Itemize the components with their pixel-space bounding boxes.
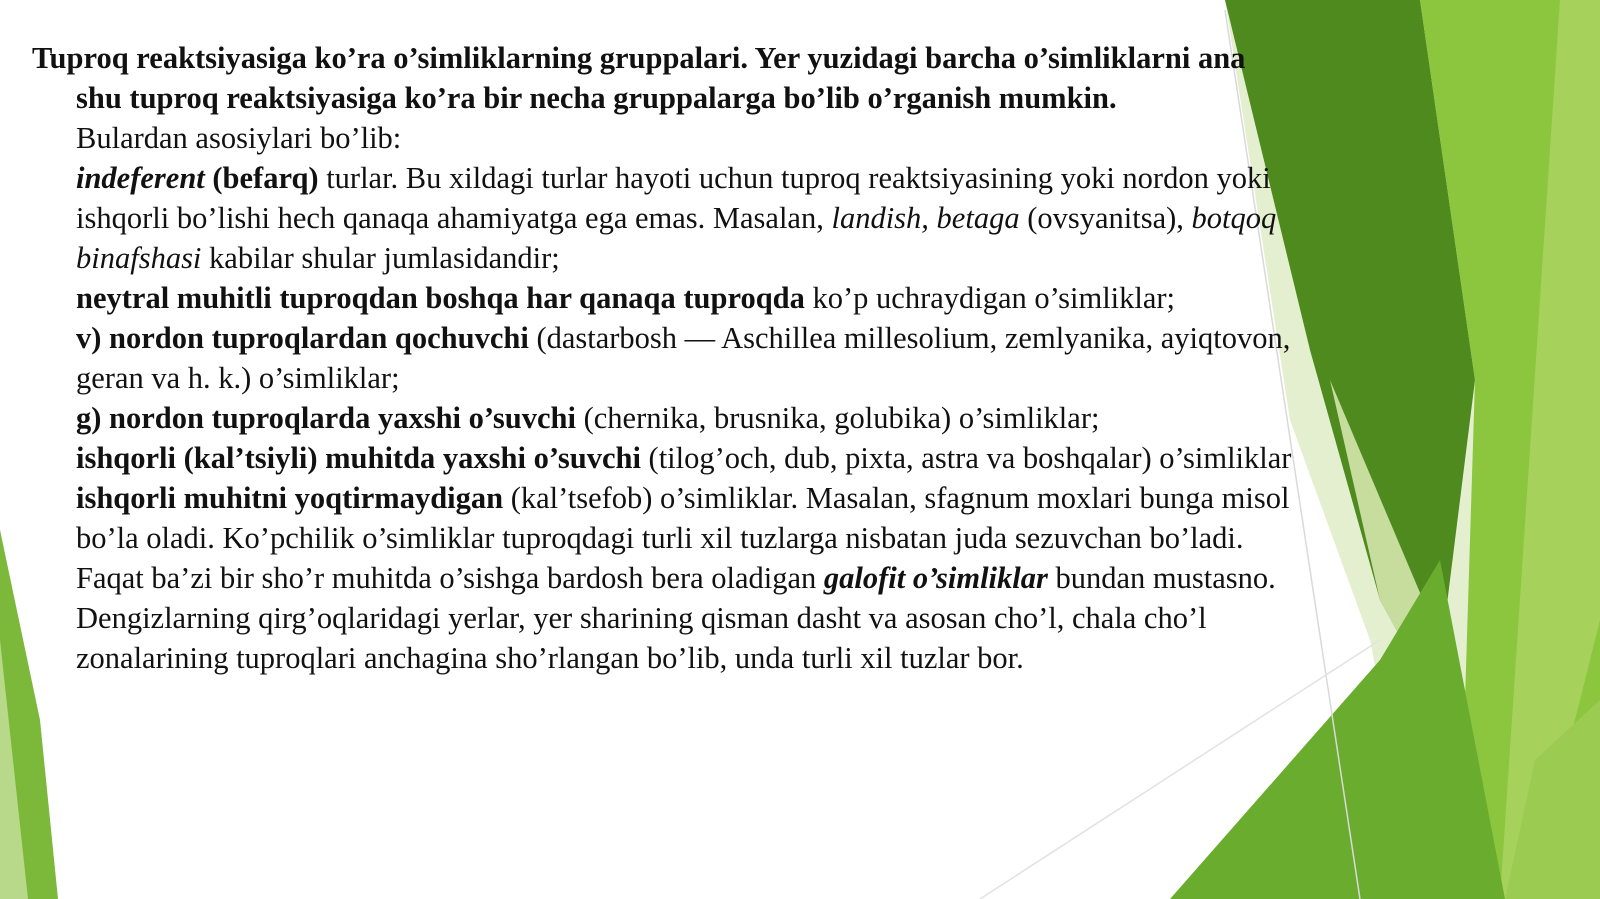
intro-heading-text: Tuproq reaktsiyasiga ko’ra o’simliklarning gruppalari. Yer yuzidagi barcha o’simliklarni ana shu tuproq reaktsiyasiga ko’ra bir necha gruppalarga bo’lib o’rganish mumkin. bbox=[32, 41, 1246, 115]
acid-avoid-term: v) nordon tuproqlardan qochuvchi bbox=[76, 321, 529, 355]
group-neutral bbox=[32, 278, 1292, 318]
indifferent-text-1: turlar. Bu xildagi turlar hayoti uchun tuproq reaktsiyasining yoki nordon yoki ishqorli bo’lishi hech qanaqa ahamiyatga ega emas. Masalan, bbox=[76, 161, 1271, 235]
alkali-avoid-term: ishqorli muhitni yoqtirmaydigan bbox=[76, 481, 504, 515]
indifferent-term: indeferent bbox=[76, 161, 205, 195]
indifferent-text-2: (ovsyanitsa), bbox=[1019, 201, 1192, 235]
intro-heading bbox=[32, 38, 1292, 118]
lead-text: Bulardan asosiylari bo’lib: bbox=[76, 121, 402, 155]
group-indifferent bbox=[32, 158, 1292, 278]
acid-good-term: g) nordon tuproqlarda yaxshi o’suvchi bbox=[76, 401, 576, 435]
halophyte-term: galofit o’simliklar bbox=[823, 561, 1048, 595]
group-acid-avoid bbox=[32, 318, 1292, 398]
lead-paragraph bbox=[32, 118, 1292, 158]
acid-good-text: (chernika, brusnika, golubika) o’simliklar; bbox=[575, 401, 1100, 435]
acid-avoid-text: (dastarbosh — Aschillea millesolium, zemlyanika, ayiqtovon, geran va h. k.) o’simliklar; bbox=[76, 321, 1291, 395]
calcium-text: (tilog’och, dub, pixta, astra va boshqalar) o’simliklar bbox=[640, 441, 1292, 475]
neutral-text: ko’p uchraydigan o’simliklar; bbox=[804, 281, 1176, 315]
alkali-avoid-text-1: (kal’tsefob) o’simliklar. Masalan, sfagnum moxlari bunga misol bo’la oladi. Ko’pchilik o’simliklar tuproqdagi turli xil tuzlarga nisbatan juda sezuvchan bo’ladi. Faqat ba’zi bir sho’r muhitda o’sishga bardosh bera oladigan bbox=[76, 481, 1290, 595]
neutral-term: neytral muhitli tuproqdan boshqa har qanaqa tuproqda bbox=[76, 281, 805, 315]
indifferent-term-gloss: (befarq) bbox=[204, 161, 319, 195]
group-calcium bbox=[32, 438, 1292, 478]
alkali-avoid-text-2: bundan mustasno. Dengizlarning qirg’oqlaridagi yerlar, yer sharining qisman dasht va asosan cho’l, chala cho’l zonalarining tuproqlari anchagina sho’rlangan bo’lib, unda turli xil tuzlar bor. bbox=[76, 561, 1276, 675]
indifferent-example-2: botqoq binafshasi bbox=[76, 201, 1277, 275]
calcium-term: ishqorli (kal’tsiyli) muhitda yaxshi o’suvchi bbox=[76, 441, 641, 475]
slide-text-body bbox=[32, 38, 1292, 678]
group-alkali-avoid bbox=[32, 478, 1292, 678]
indifferent-example-1: landish, betaga bbox=[831, 201, 1020, 235]
indifferent-text-3: kabilar shular jumlasidandir; bbox=[201, 241, 560, 275]
group-acid-good bbox=[32, 398, 1292, 438]
